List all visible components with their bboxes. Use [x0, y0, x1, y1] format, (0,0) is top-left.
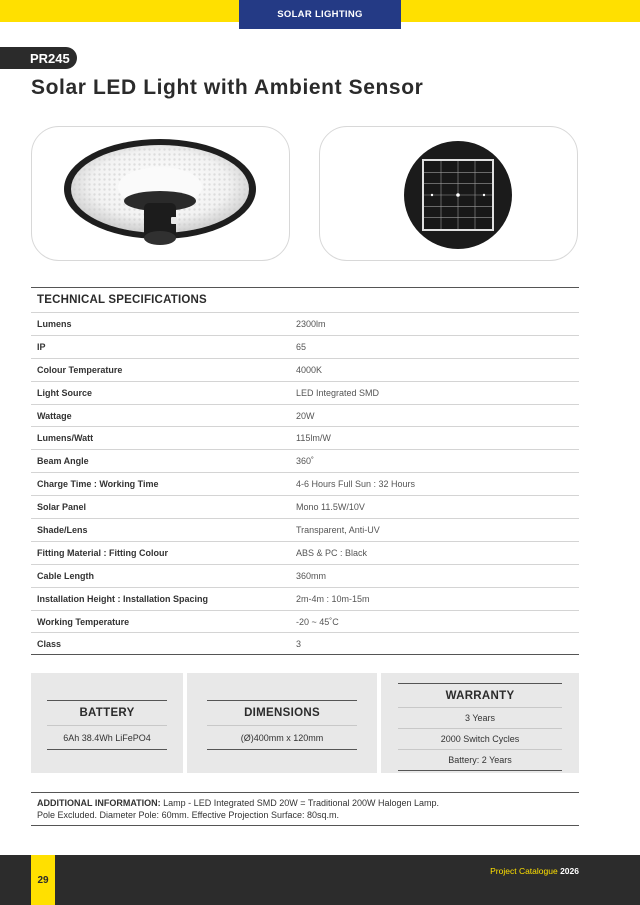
specs-table [31, 312, 579, 655]
page-number: 29 [31, 855, 55, 905]
dimensions-value: (Ø)400mm x 120mm [240, 733, 324, 743]
spec-row [31, 335, 579, 358]
spec-value: 65 [296, 341, 307, 352]
spec-value: 115lm/W [296, 433, 331, 444]
spec-label: Working Temperature [37, 616, 130, 627]
spec-row [31, 610, 579, 633]
info-boxes [31, 673, 579, 773]
spec-value: 4-6 Hours Full Sun : 32 Hours [296, 479, 416, 490]
additional-info-line2: Pole Excluded. Diameter Pole: 60mm. Effective Projection Surface: 80sq.m. [37, 810, 339, 820]
spec-value: 360mm [296, 570, 327, 581]
warranty-heading: WARRANTY [445, 690, 515, 702]
technical-specifications [31, 287, 579, 655]
spec-label: Colour Temperature [37, 364, 123, 375]
spec-label: Lumens/Watt [37, 433, 94, 444]
additional-info-label: ADDITIONAL INFORMATION: [37, 798, 161, 808]
spec-label: Charge Time : Working Time [37, 479, 159, 490]
lamp-image-card [31, 126, 290, 261]
page-title: Solar LED Light with Ambient Sensor [31, 76, 424, 99]
spec-row [31, 358, 579, 381]
spec-label: Cable Length [37, 570, 95, 581]
product-code: PR245 [0, 47, 77, 69]
dimensions-heading: DIMENSIONS [244, 707, 320, 719]
additional-information [31, 792, 579, 826]
spec-value: 20W [296, 410, 315, 421]
spec-row [31, 404, 579, 427]
spec-label: Beam Angle [37, 456, 89, 467]
solar-panel-image-card [319, 126, 578, 261]
lamp-image [32, 127, 290, 261]
spec-row [31, 381, 579, 404]
specs-heading: TECHNICAL SPECIFICATIONS [37, 294, 207, 306]
spec-label: Fitting Material : Fitting Colour [37, 547, 168, 558]
spec-row [31, 449, 579, 472]
spec-value: Transparent, Anti-UV [296, 524, 380, 535]
spec-label: Wattage [37, 410, 72, 421]
spec-row [31, 312, 579, 335]
spec-row [31, 541, 579, 564]
footer [0, 855, 640, 905]
spec-label: Solar Panel [37, 502, 87, 513]
battery-heading: BATTERY [79, 707, 135, 719]
spec-row [31, 587, 579, 610]
battery-box [31, 673, 183, 773]
section-tab: SOLAR LIGHTING [239, 0, 401, 29]
warranty-box [381, 673, 579, 773]
catalogue-year: 2026 [560, 866, 579, 876]
spec-row [31, 426, 579, 449]
spec-label: Class [37, 638, 62, 649]
spec-row [31, 564, 579, 587]
spec-row [31, 495, 579, 518]
warranty-line-years: 3 Years [464, 713, 496, 723]
spec-label: Installation Height : Installation Spacing [37, 593, 209, 604]
spec-value: ABS & PC : Black [296, 547, 368, 558]
spec-label: IP [37, 341, 46, 352]
spec-row [31, 472, 579, 495]
catalogue-label [490, 866, 579, 876]
spec-row [31, 518, 579, 541]
spec-value: 3 [296, 638, 302, 649]
spec-value: 4000K [296, 364, 323, 375]
catalogue-name: Project Catalogue [490, 866, 558, 876]
spec-value: 2m-4m : 10m-15m [296, 593, 370, 604]
warranty-line-switch-cycles: 2000 Switch Cycles [440, 734, 520, 744]
additional-info-line1: Lamp - LED Integrated SMD 20W = Traditional 200W Halogen Lamp. [163, 798, 440, 808]
battery-value: 6Ah 38.4Wh LiFePO4 [63, 733, 151, 743]
spec-value: 360˚ [296, 456, 315, 467]
spec-label: Light Source [37, 387, 93, 398]
spec-value: Mono 11.5W/10V [296, 502, 365, 513]
spec-value: LED Integrated SMD [296, 387, 380, 398]
solar-panel-image [320, 127, 578, 261]
dimensions-box [187, 673, 377, 773]
spec-value: -20 ~ 45˚C [296, 616, 339, 627]
spec-value: 2300lm [296, 318, 326, 329]
spec-label: Shade/Lens [37, 524, 88, 535]
spec-label: Lumens [37, 318, 72, 329]
warranty-line-battery: Battery: 2 Years [448, 755, 512, 765]
spec-row [31, 632, 579, 655]
